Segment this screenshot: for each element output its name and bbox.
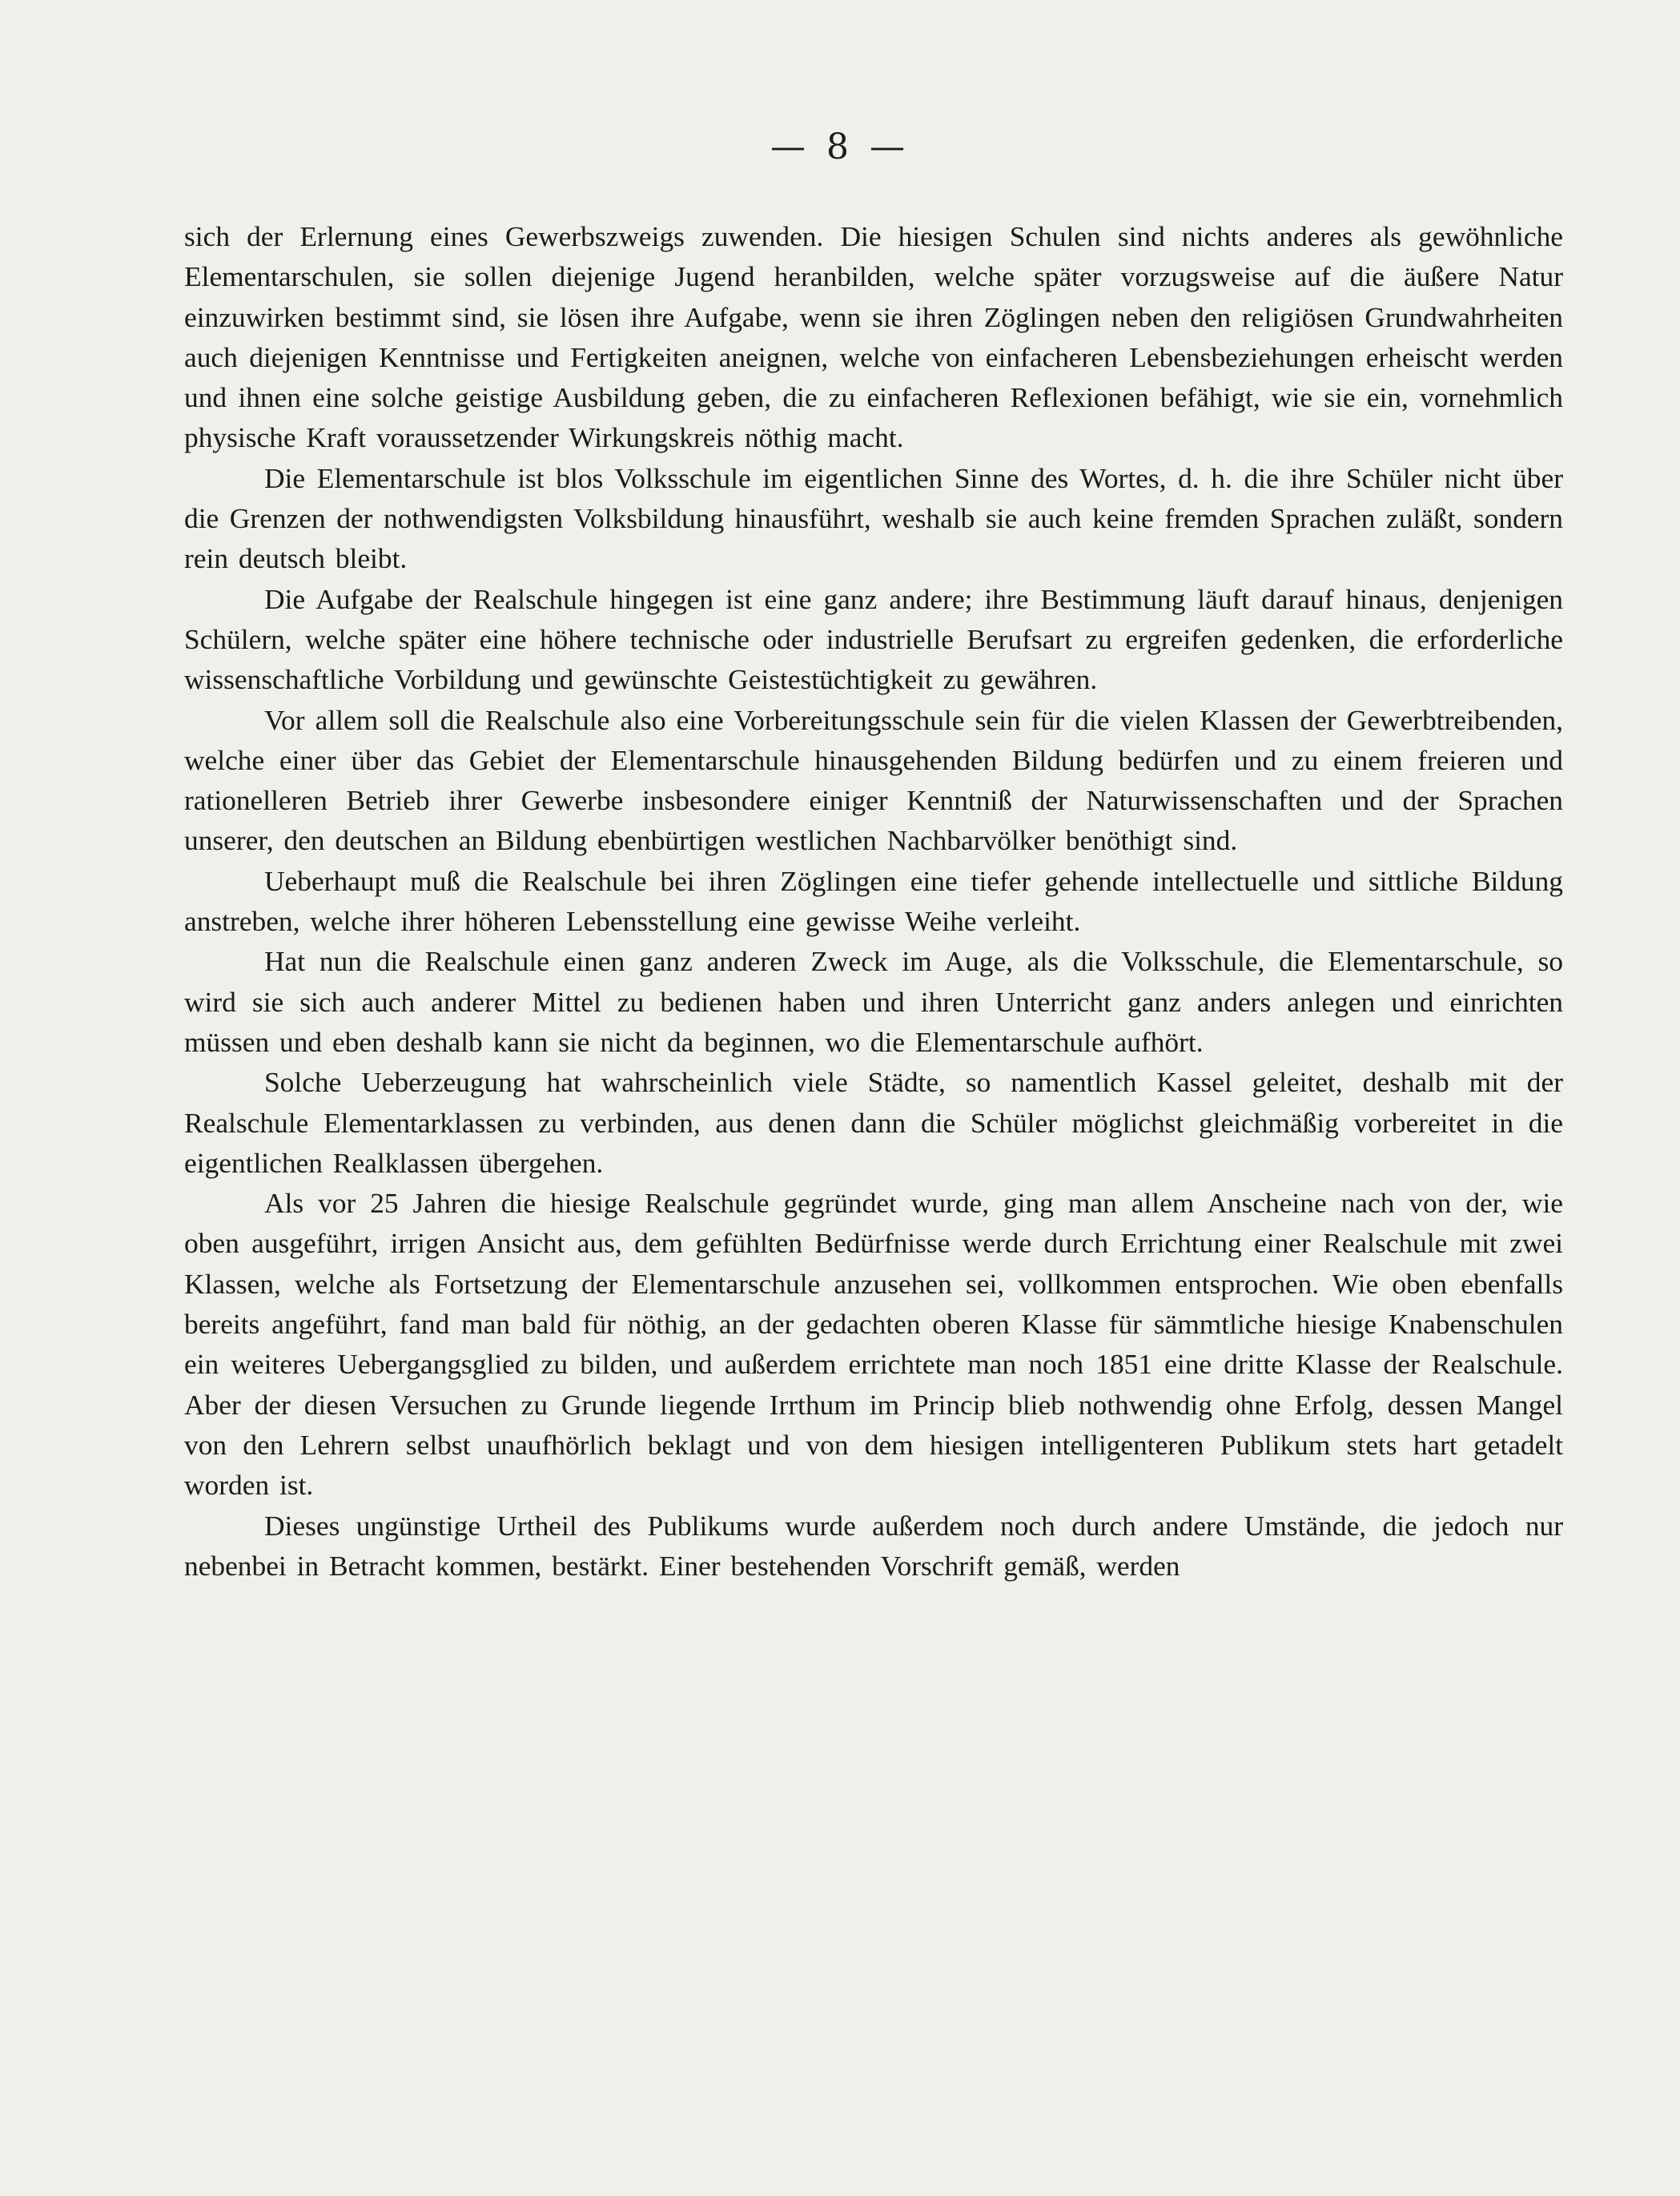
paragraph: Ueberhaupt muß die Realschule bei ihren Zöglingen eine tiefer gehende intellectuelle und sittliche Bildung anstreben, welche ihrer höheren Lebensstellung eine gewisse Weihe verleiht. [184,864,1563,938]
page-number: — 8 — [770,127,910,167]
paragraph: Als vor 25 Jahren die hiesige Realschule gegründet wurde, ging man allem Anscheine nach von der, wie oben ausgeführt, irrigen Ansicht aus, dem gefühlten Bedürfnisse werde durch Errichtung einer Realschule mit zwei Klassen, welche als Fortsetzung der Elementarschule anzusehen sei, vollkommen entsprochen. Wie oben ebenfalls bereits angeführt, fand man bald für nöthig, an der gedachten oberen Klasse für sämmtliche hiesige Knabenschulen ein weiteres Uebergangsglied zu bilden, und außerdem errichtete man noch 1851 eine dritte Klasse der Realschule. Aber der diesen Versuchen zu Grunde liegende Irrthum im Princip blieb nothwendig ohne Erfolg, dessen Mangel von den Lehrern selbst unaufhörlich beklagt und von dem hiesigen intelligenteren Publikum stets hart getadelt worden ist. [184,1187,1563,1502]
paragraph: Solche Ueberzeugung hat wahrscheinlich viele Städte, so namentlich Kassel geleitet, deshalb mit der Realschule Elementarklassen zu verbinden, aus denen dann die Schüler möglichst gleichmäßig vorbereitet in die eigentlichen Realklassen übergehen. [184,1066,1563,1179]
paragraph: Die Elementarschule ist blos Volksschule im eigentlichen Sinne des Wortes, d. h. die ihre Schüler nicht über die Grenzen der nothwendigsten Volksbildung hinausführt, weshalb sie auch keine fremden Sprachen zuläßt, sondern rein deutsch bleibt. [184,461,1563,575]
paragraph: Vor allem soll die Realschule also eine Vorbereitungsschule sein für die vielen Klassen der Gewerbtreibenden, welche einer über das Gebiet der Elementarschule hinausgehenden Bildung bedürfen und zu einem freieren und rationelleren Betrieb ihrer Gewerbe insbesondere einiger Kenntniß der Naturwissenschaften und der Sprachen unserer, den deutschen an Bildung ebenbürtigen westlichen Nachbarvölker benöthigt sind. [184,703,1563,857]
paragraph: Dieses ungünstige Urtheil des Publikums wurde außerdem noch durch andere Umstände, die jedoch nur nebenbei in Betracht kommen, bestärkt. Einer bestehenden Vorschrift gemäß, werden [184,1509,1563,1582]
paragraph: Die Aufgabe der Realschule hingegen ist eine ganz andere; ihre Bestimmung läuft darauf hinaus, denjenigen Schülern, welche später eine höhere technische oder industrielle Berufsart zu ergreifen gedenken, die erforderliche wissenschaftliche Vorbildung und gewünschte Geistestüchtigkeit zu gewähren. [184,582,1563,696]
body-text [184,216,1563,1586]
paragraph: sich der Erlernung eines Gewerbszweigs zuwenden. Die hiesigen Schulen sind nichts anderes als gewöhnliche Elementarschulen, sie sollen diejenige Jugend heranbilden, welche später vorzugsweise auf die äußere Natur einzuwirken bestimmt sind, sie lösen ihre Aufgabe, wenn sie ihren Zöglingen neben den religiösen Grundwahrheiten auch diejenigen Kenntnisse und Fertigkeiten aneignen, welche von einfacheren Lebensbeziehungen erheischt werden und ihnen eine solche geistige Ausbildung geben, die zu einfacheren Reflexionen befähigt, wie sie ein, vornehmlich physische Kraft voraussetzender Wirkungskreis nöthig macht. [184,220,1563,454]
paragraph: Hat nun die Realschule einen ganz anderen Zweck im Auge, als die Volksschule, die Elementarschule, so wird sie sich auch anderer Mittel zu bedienen haben und ihren Unterricht ganz anders anlegen und einrichten müssen und eben deshalb kann sie nicht da beginnen, wo die Elementarschule aufhört. [184,945,1563,1058]
